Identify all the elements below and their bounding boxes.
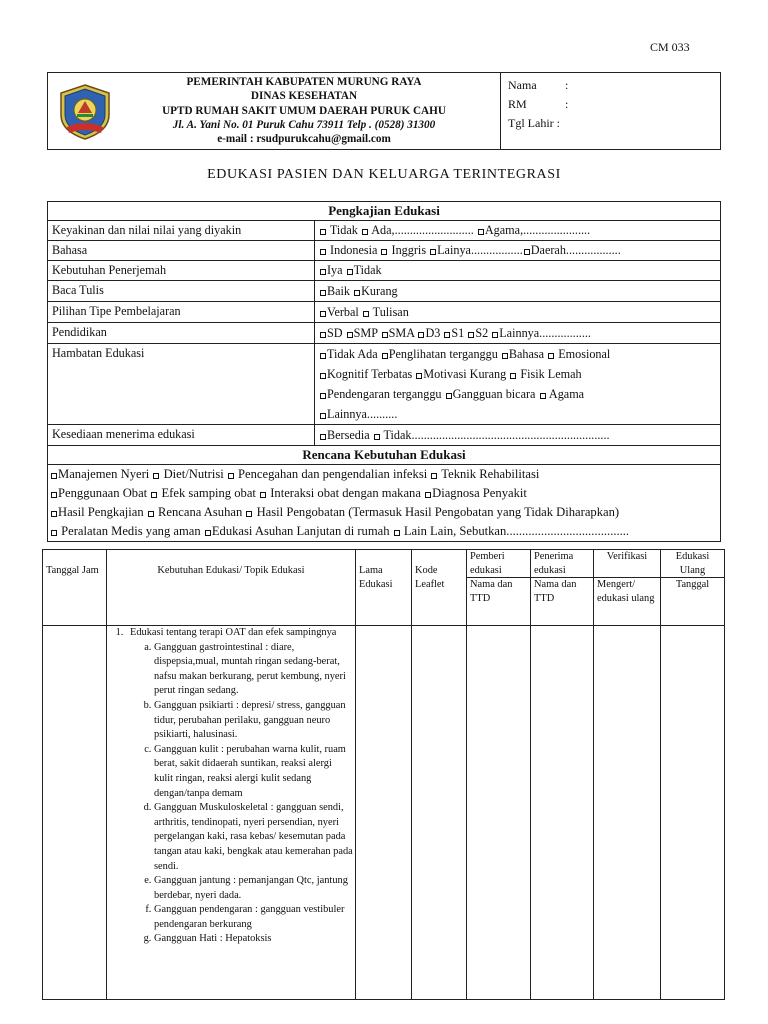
checkbox[interactable]: [492, 332, 498, 338]
dept-line: DINAS KESEHATAN: [250, 90, 358, 103]
checkbox[interactable]: [540, 393, 546, 399]
checkbox[interactable]: [51, 511, 57, 517]
assessment-label: Pilihan Tipe Pembelajaran: [48, 302, 315, 323]
form-code: CM 033: [650, 40, 690, 54]
option-label: Edukasi Asuhan Lanjutan di rumah: [211, 524, 393, 538]
option-label: Daerah..................: [530, 243, 621, 257]
option-label: Baik: [327, 284, 354, 298]
field-label: Nama: [508, 78, 537, 92]
option-label: Gangguan bicara: [452, 387, 539, 401]
col-tanggal-jam: Tanggal Jam: [43, 550, 107, 626]
side-effect-item: e. Gangguan jantung : pemanjangan Qtc, jantung berdebar, nyeri dada.: [154, 874, 353, 903]
assessment-label: Bahasa: [48, 241, 315, 261]
option-label: SMA: [388, 326, 418, 340]
checkbox[interactable]: [468, 332, 474, 338]
checkbox[interactable]: [548, 353, 554, 359]
option-label: Inggris: [388, 243, 430, 257]
education-log-table: [42, 549, 725, 1000]
option-label: Efek samping obat: [158, 486, 260, 500]
col-ulang-sub: Tanggal: [661, 578, 725, 626]
option-label: Ada,..........................: [368, 223, 477, 237]
side-effect-item: b. Gangguan psikiarti : depresi/ stress, gangguan tidur, perubahan perilaku, gangguan neuro psikiarti, halusinasi.: [154, 699, 353, 743]
cell-lama[interactable]: [356, 626, 412, 1000]
option-label: Indonesia: [327, 243, 381, 257]
assessment-label: Baca Tulis: [48, 281, 315, 302]
patient-rm-field[interactable]: [508, 95, 708, 114]
checkbox[interactable]: [228, 473, 234, 479]
option-label: Manajemen Nyeri: [58, 467, 153, 481]
option-label: Peralatan Medis yang aman: [58, 524, 204, 538]
assessment-options: [315, 323, 721, 344]
checkbox[interactable]: [524, 249, 530, 255]
document-header: [47, 72, 721, 150]
option-line: [319, 261, 716, 280]
checkbox[interactable]: [320, 373, 326, 379]
col-kebutuhan: Kebutuhan Edukasi/ Topik Edukasi: [107, 550, 356, 626]
checkbox[interactable]: [381, 249, 387, 255]
checkbox[interactable]: [320, 332, 326, 338]
plan-line: [50, 503, 718, 522]
cell-ulang[interactable]: [661, 626, 725, 1000]
option-label: Motivasi Kurang: [423, 367, 510, 381]
checkbox[interactable]: [374, 434, 380, 440]
assessment-label: Kebutuhan Penerjemah: [48, 261, 315, 281]
checkbox[interactable]: [320, 413, 326, 419]
col-verifikasi-sub: Mengert/ edukasi ulang: [594, 578, 661, 626]
option-label: Diagnosa Penyakit: [432, 486, 527, 500]
col-lama: Lama Edukasi: [356, 550, 412, 626]
option-line: [319, 241, 716, 260]
option-label: Bersedia: [327, 428, 373, 442]
checkbox[interactable]: [347, 269, 353, 275]
checkbox[interactable]: [416, 373, 422, 379]
checkbox[interactable]: [320, 229, 326, 235]
checkbox[interactable]: [320, 249, 326, 255]
checkbox[interactable]: [205, 530, 211, 536]
option-label: Lainnya.................: [499, 326, 591, 340]
side-effect-item: c. Gangguan kulit : perubahan warna kulit, ruam berat, sakit didaerah suntikan, reaksi alergi kulit ringan, reaksi alergi kulit sedang dengan/tanpa demam: [154, 743, 353, 801]
option-label: S2: [475, 326, 492, 340]
option-label: Interaksi obat dengan makana: [267, 486, 425, 500]
checkbox[interactable]: [363, 311, 369, 317]
regency-emblem-logo: [57, 83, 113, 141]
checkbox[interactable]: [320, 393, 326, 399]
checkbox[interactable]: [148, 511, 154, 517]
checkbox[interactable]: [153, 473, 159, 479]
checkbox[interactable]: [246, 511, 252, 517]
assessment-row: [48, 302, 721, 323]
checkbox[interactable]: [502, 353, 508, 359]
checkbox[interactable]: [260, 492, 266, 498]
checkbox[interactable]: [320, 269, 326, 275]
topic-list: [110, 626, 353, 947]
option-line: [319, 404, 716, 424]
hospital-line: UPTD RUMAH SAKIT UMUM DAERAH PURUK CAHU: [162, 104, 446, 117]
checkbox[interactable]: [430, 249, 436, 255]
option-label: Fisik Lemah: [517, 367, 582, 381]
field-label: RM: [508, 97, 527, 111]
option-label: S1: [451, 326, 468, 340]
side-effect-list: [130, 641, 353, 947]
plan-heading: Rencana Kebutuhan Edukasi: [48, 446, 721, 465]
option-label: SD: [327, 326, 346, 340]
checkbox[interactable]: [510, 373, 516, 379]
option-line: [319, 281, 716, 301]
plan-options: [48, 465, 721, 542]
topic-item: [126, 626, 353, 947]
option-label: Tidak.................................................................: [380, 428, 610, 442]
assessment-heading: Pengkajian Edukasi: [48, 202, 721, 221]
option-line: [319, 364, 716, 384]
option-label: Tulisan: [369, 305, 409, 319]
option-line: [319, 323, 716, 343]
assessment-label: Keyakinan dan nilai nilai yang diyakin: [48, 221, 315, 241]
assessment-row: [48, 425, 721, 446]
option-label: Verbal: [327, 305, 362, 319]
checkbox[interactable]: [151, 492, 157, 498]
col-pemberi: Pemberi edukasi: [467, 550, 531, 578]
option-label: Pendengaran terganggu: [327, 387, 445, 401]
checkbox[interactable]: [425, 492, 431, 498]
cell-pemberi[interactable]: [467, 626, 531, 1000]
option-label: Emosional: [555, 347, 611, 361]
patient-dob-field[interactable]: [508, 114, 708, 133]
option-label: Iya: [327, 263, 346, 277]
institution-block: [114, 75, 494, 146]
checkbox[interactable]: [478, 229, 484, 235]
option-label: Kognitif Terbatas: [327, 367, 416, 381]
checkbox[interactable]: [362, 229, 368, 235]
option-line: [319, 302, 716, 322]
option-label: Agama,......................: [484, 223, 591, 237]
assessment-row: [48, 281, 721, 302]
assessment-row: [48, 241, 721, 261]
option-label: Teknik Rehabilitasi: [438, 467, 540, 481]
plan-line: [50, 522, 718, 541]
side-effect-item: a. Gangguan gastrointestinal : diare, dispepsia,mual, muntah ringan sedang-berat, nafsu makan berkurang, perut kembung, nyeri perut ringan sedang.: [154, 641, 353, 699]
option-label: D3: [425, 326, 444, 340]
assessment-table: [47, 201, 721, 542]
option-line: [319, 221, 716, 240]
assessment-row: [48, 261, 721, 281]
assessment-row: [48, 323, 721, 344]
option-label: Pencegahan dan pengendalian infeksi: [234, 467, 431, 481]
cell-penerima[interactable]: [531, 626, 594, 1000]
option-label: Diet/Nutrisi: [160, 467, 227, 481]
option-label: Lain Lain, Sebutkan.......................................: [400, 524, 630, 538]
checkbox[interactable]: [418, 332, 424, 338]
option-label: Agama: [546, 387, 585, 401]
option-label: Tidak Ada: [327, 347, 381, 361]
patient-identity-fields: [508, 76, 708, 133]
side-effect-item: g. Gangguan Hati : Hepatoksis: [154, 932, 353, 947]
option-line: [319, 425, 716, 445]
field-label: Tgl Lahir :: [508, 116, 560, 130]
option-label: Bahasa: [508, 347, 548, 361]
assessment-row: [48, 221, 721, 241]
assessment-options: [315, 221, 721, 241]
checkbox[interactable]: [51, 492, 57, 498]
checkbox[interactable]: [51, 473, 57, 479]
side-effect-item: f. Gangguan pendengaran : gangguan vestibuler pendengaran berkurang: [154, 903, 353, 932]
col-penerima: Penerima edukasi: [531, 550, 594, 578]
cell-verifikasi[interactable]: [594, 626, 661, 1000]
checkbox[interactable]: [320, 353, 326, 359]
govt-line: PEMERINTAH KABUPATEN MURUNG RAYA: [186, 76, 422, 88]
checkbox[interactable]: [320, 311, 326, 317]
assessment-options: [315, 425, 721, 446]
option-label: Penggunaan Obat: [58, 486, 151, 500]
option-line: [319, 344, 716, 364]
plan-line: [50, 465, 718, 484]
cell-tanggal[interactable]: [43, 626, 107, 1000]
option-label: Rencana Asuhan: [154, 505, 246, 519]
option-label: Tidak: [327, 223, 361, 237]
cell-kode[interactable]: [412, 626, 467, 1000]
header-divider: [500, 73, 501, 149]
option-label: Lainya.................: [437, 243, 523, 257]
checkbox[interactable]: [394, 530, 400, 536]
checkbox[interactable]: [382, 353, 388, 359]
checkbox[interactable]: [431, 473, 437, 479]
patient-name-field[interactable]: [508, 76, 708, 95]
checkbox[interactable]: [347, 332, 353, 338]
checkbox[interactable]: [382, 332, 388, 338]
assessment-label: Hambatan Edukasi: [48, 344, 315, 425]
col-verifikasi: Verifikasi: [594, 550, 661, 578]
checkbox[interactable]: [446, 393, 452, 399]
option-label: Lainnya..........: [327, 407, 398, 421]
assessment-row: [48, 344, 721, 425]
plan-line: [50, 484, 718, 503]
assessment-options: [315, 281, 721, 302]
address-line: Jl. A. Yani No. 01 Puruk Cahu 73911 Telp . (0528) 31300: [172, 118, 436, 131]
side-effect-item: d. Gangguan Muskuloskeletal : gangguan sendi, arthritis, tendinopati, nyeri persendian, nyeri pergelangan kaki, rasa kebas/ kesemutan pada tangan atau kaki, bengkak atau kemerahan pada sendi.: [154, 801, 353, 874]
topic-title: Edukasi tentang terapi OAT dan efek sampingnya: [130, 627, 337, 638]
assessment-options: [315, 344, 721, 425]
field-colon: :: [565, 78, 569, 92]
assessment-options: [315, 241, 721, 261]
col-edukasi-ulang: Edukasi Ulang: [661, 550, 725, 578]
option-label: Hasil Pengkajian: [58, 505, 147, 519]
option-line: [319, 384, 716, 404]
checkbox[interactable]: [320, 290, 326, 296]
option-label: Hasil Pengobatan (Termasuk Hasil Pengobatan yang Tidak Diharapkan): [253, 505, 620, 519]
col-pemberi-sub: Nama dan TTD: [467, 578, 531, 626]
document-title: EDUKASI PASIEN DAN KELUARGA TERINTEGRASI: [207, 167, 561, 182]
assessment-options: [315, 302, 721, 323]
field-colon: :: [565, 97, 569, 111]
checkbox[interactable]: [320, 434, 326, 440]
checkbox[interactable]: [444, 332, 450, 338]
option-label: Penglihatan terganggu: [388, 347, 501, 361]
option-label: Tidak: [353, 263, 382, 277]
assessment-label: Kesediaan menerima edukasi: [48, 425, 315, 446]
option-label: SMP: [353, 326, 381, 340]
cell-topik: [107, 626, 356, 1000]
assessment-label: Pendidikan: [48, 323, 315, 344]
option-label: Kurang: [361, 284, 398, 298]
assessment-options: [315, 261, 721, 281]
email-line: e-mail : rsudpurukcahu@gmail.com: [217, 133, 391, 146]
col-penerima-sub: Nama dan TTD: [531, 578, 594, 626]
col-kode: Kode Leaflet: [412, 550, 467, 626]
checkbox[interactable]: [51, 530, 57, 536]
checkbox[interactable]: [354, 290, 360, 296]
